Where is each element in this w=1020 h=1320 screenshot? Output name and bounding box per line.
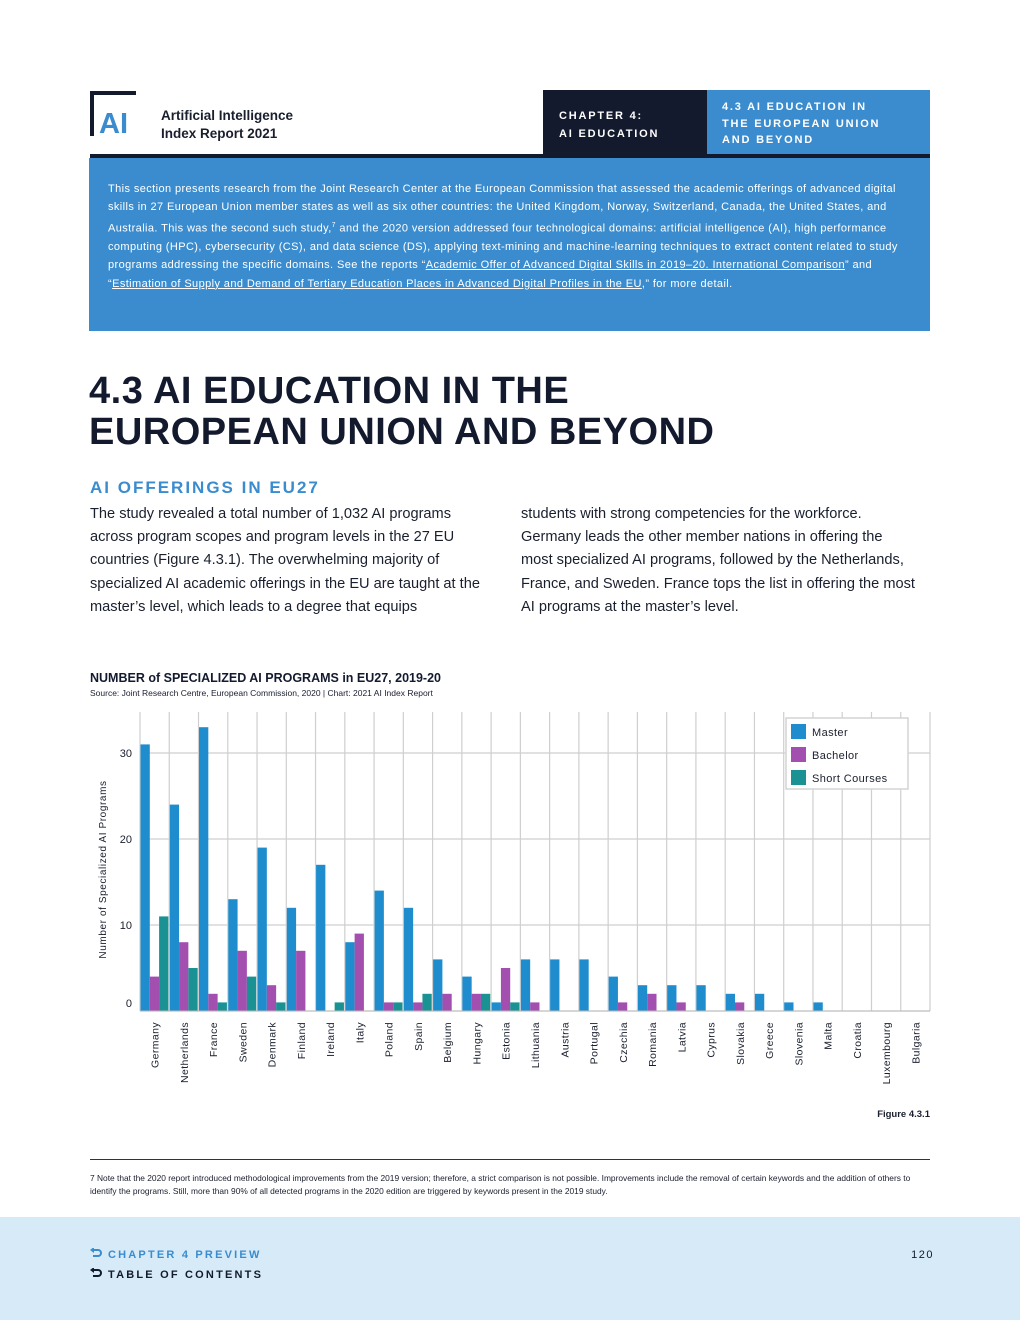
page-title-line2: EUROPEAN UNION AND BEYOND [89, 411, 715, 453]
y-tick-label: 30 [119, 748, 132, 760]
table-of-contents-link[interactable] [90, 1268, 263, 1281]
section-tab-line2: THE EUROPEAN UNION [722, 117, 881, 130]
x-tick-label: Denmark [266, 1022, 279, 1068]
return-arrow-icon [90, 1248, 102, 1259]
x-tick-label: Romania [647, 1022, 660, 1067]
y-axis-label: Number of Specialized AI Programs [98, 780, 109, 959]
page-title [89, 371, 929, 453]
bar-bachelor-germany [150, 977, 159, 1011]
bar-short-courses-hungary [481, 994, 490, 1011]
intro-text-2: and the 2020 version addressed four technological domains: artificial intelligence (AI), high performance computing (HPC), cybersecurity (CS), and data science (DS), applying text-mining and machine-learning techniques to extract content related to study programs addressing the specific domains. See the reports “ [108, 222, 898, 272]
page-number: 120 [911, 1249, 934, 1261]
bar-master-denmark [258, 848, 267, 1011]
y-tick-label: 20 [119, 834, 132, 846]
bar-master-estonia [492, 1002, 501, 1011]
bar-bachelor-belgium [442, 994, 451, 1011]
report-title-line1: Artificial Intelligence [161, 108, 294, 123]
bar-bachelor-italy [355, 934, 364, 1011]
section-tab-line1: 4.3 AI EDUCATION IN [722, 101, 867, 113]
bar-short-courses-denmark [276, 1002, 285, 1011]
intro-box [89, 158, 930, 331]
legend-label-short-courses: Short Courses [812, 773, 888, 785]
ai-index-logo [90, 91, 145, 138]
x-tick-label: Austria [559, 1022, 572, 1058]
section-tab[interactable] [707, 90, 930, 154]
bar-short-courses-poland [393, 1002, 402, 1011]
intro-text-1: This section presents research from the Joint Research Center at the European Commission that assessed the academic offerings of advanced digital skills in 27 European Union member states as well as six other countries: the United Kingdom, Norway, Switzerland, Canada, the United States, and Australia. This was the second such study, [108, 183, 896, 235]
page-title-line1: 4.3 AI EDUCATION IN THE [89, 370, 570, 412]
report-title-line2: Index Report 2021 [161, 126, 278, 141]
bar-master-malta [813, 1002, 822, 1011]
intro-text-and: ” and “ [108, 259, 873, 290]
bar-master-latvia [667, 985, 676, 1011]
x-tick-label: Greece [764, 1022, 777, 1059]
bar-master-ireland [316, 865, 325, 1011]
x-tick-label: Croatia [851, 1022, 864, 1059]
x-tick-label: Slovenia [793, 1022, 806, 1066]
x-tick-label: Latvia [676, 1022, 689, 1053]
report-link-academic-offer[interactable]: Academic Offer of Advanced Digital Skills in 2019–20. International Comparison [425, 259, 845, 272]
y-tick-label: 10 [119, 920, 132, 932]
bar-short-courses-france [218, 1002, 227, 1011]
bar-master-netherlands [170, 805, 179, 1011]
bar-master-sweden [228, 899, 237, 1011]
bar-master-romania [638, 985, 647, 1011]
bar-bachelor-denmark [267, 985, 276, 1011]
legend-label-bachelor: Bachelor [812, 750, 859, 762]
bar-bachelor-czechia [618, 1002, 627, 1011]
bar-bachelor-hungary [472, 994, 481, 1011]
chapter-label: CHAPTER 4: [559, 110, 644, 122]
bar-master-hungary [462, 977, 471, 1011]
bar-master-slovenia [784, 1002, 793, 1011]
x-tick-label: Slovakia [734, 1022, 747, 1065]
body-text-right: students with strong competencies for the workforce. Germany leads the other member nations in offering the most specialized AI programs, followed by the Netherlands, France, and Sweden. France tops the list in offering the most AI programs at the master’s level. [521, 506, 915, 615]
bar-master-austria [550, 959, 559, 1011]
footnote-divider [90, 1159, 930, 1160]
bar-bachelor-finland [296, 951, 305, 1011]
chapter-tab[interactable] [543, 90, 707, 154]
bar-chart [90, 700, 935, 1100]
x-tick-label: Czechia [617, 1022, 630, 1063]
y-tick-label: 0 [125, 998, 132, 1010]
x-tick-label: Hungary [471, 1022, 484, 1065]
x-tick-label: Ireland [325, 1022, 338, 1057]
bar-master-germany [141, 744, 150, 1011]
bar-master-portugal [579, 959, 588, 1011]
bar-master-belgium [433, 959, 442, 1011]
bar-master-czechia [609, 977, 618, 1011]
bar-master-slovakia [726, 994, 735, 1011]
bar-master-lithuania [521, 959, 530, 1011]
chapter-name: AI EDUCATION [559, 128, 660, 140]
x-tick-label: Estonia [500, 1022, 513, 1060]
bar-short-courses-netherlands [188, 968, 197, 1011]
bar-bachelor-netherlands [179, 942, 188, 1011]
x-tick-label: Finland [295, 1022, 308, 1060]
bar-master-greece [755, 994, 764, 1011]
x-tick-label: Cyprus [705, 1022, 718, 1058]
chapter-preview-label: CHAPTER 4 PREVIEW [108, 1249, 262, 1261]
x-tick-label: Bulgaria [910, 1022, 923, 1064]
return-arrow-icon [90, 1268, 102, 1279]
bar-master-poland [375, 891, 384, 1011]
subheading: AI OFFERINGS IN EU27 [90, 478, 320, 497]
bar-bachelor-estonia [501, 968, 510, 1011]
x-tick-label: France [208, 1022, 221, 1058]
bar-short-courses-estonia [510, 1002, 519, 1011]
intro-text-3: ,” for more detail. [641, 277, 733, 290]
body-text-left: The study revealed a total number of 1,032 AI programs across program scopes and program levels in the 27 EU countries (Figure 4.3.1). The overwhelming majority of specialized AI academic offerings in the EU are taught at the master’s level, which leads to a degree that equips [90, 506, 480, 615]
x-tick-label: Luxembourg [881, 1022, 894, 1085]
x-tick-label: Portugal [588, 1022, 601, 1065]
bar-master-italy [345, 942, 354, 1011]
bar-bachelor-sweden [238, 951, 247, 1011]
bar-bachelor-latvia [676, 1002, 685, 1011]
x-tick-label: Belgium [442, 1022, 455, 1063]
legend-swatch-master [791, 724, 806, 739]
bar-bachelor-poland [384, 1002, 393, 1011]
bar-bachelor-lithuania [530, 1002, 539, 1011]
x-tick-label: Malta [822, 1022, 835, 1050]
bar-bachelor-france [208, 994, 217, 1011]
bar-short-courses-sweden [247, 977, 256, 1011]
report-title [161, 107, 293, 143]
x-tick-label: Sweden [237, 1022, 250, 1063]
chapter-preview-link[interactable] [90, 1248, 262, 1261]
figure-label: Figure 4.3.1 [877, 1109, 930, 1120]
x-tick-label: Spain [412, 1022, 425, 1051]
legend-label-master: Master [812, 727, 849, 739]
section-tab-line3: AND BEYOND [722, 134, 814, 146]
logo-text: AI [99, 108, 128, 138]
chart-title: NUMBER of SPECIALIZED AI PROGRAMS in EU27, 2019-20 [90, 671, 441, 685]
intro-footnote-ref[interactable]: 7 [331, 221, 336, 229]
x-tick-label: Poland [383, 1022, 396, 1058]
legend-swatch-bachelor [791, 747, 806, 762]
bar-short-courses-spain [422, 994, 431, 1011]
x-tick-label: Germany [149, 1022, 162, 1068]
footnote: 7 Note that the 2020 report introduced methodological improvements from the 2019 version; therefore, a strict comparison is not possible. Improvements include the removal of certain keywords and the addition of others to identify the programs. Still, more than 90% of all detected programs in the 2020 edition are triggered by keywords present in the 2019 study. [90, 1173, 911, 1196]
bar-bachelor-spain [413, 1002, 422, 1011]
bar-short-courses-germany [159, 916, 168, 1011]
table-of-contents-label: TABLE OF CONTENTS [108, 1269, 264, 1281]
bar-master-spain [404, 908, 413, 1011]
bar-bachelor-slovakia [735, 1002, 744, 1011]
bar-short-courses-ireland [335, 1002, 344, 1011]
x-tick-label: Netherlands [178, 1022, 191, 1084]
report-link-supply-demand[interactable]: Estimation of Supply and Demand of Tertiary Education Places in Advanced Digital Profiles in the EU [112, 277, 642, 290]
x-tick-label: Lithuania [530, 1022, 542, 1069]
bar-master-finland [287, 908, 296, 1011]
chart-source: Source: Joint Research Centre, European Commission, 2020 | Chart: 2021 AI Index Report [90, 688, 433, 698]
bar-bachelor-romania [647, 994, 656, 1011]
bar-master-france [199, 727, 208, 1011]
legend-swatch-short-courses [791, 770, 806, 785]
x-tick-label: Italy [354, 1022, 367, 1044]
bar-master-cyprus [696, 985, 705, 1011]
